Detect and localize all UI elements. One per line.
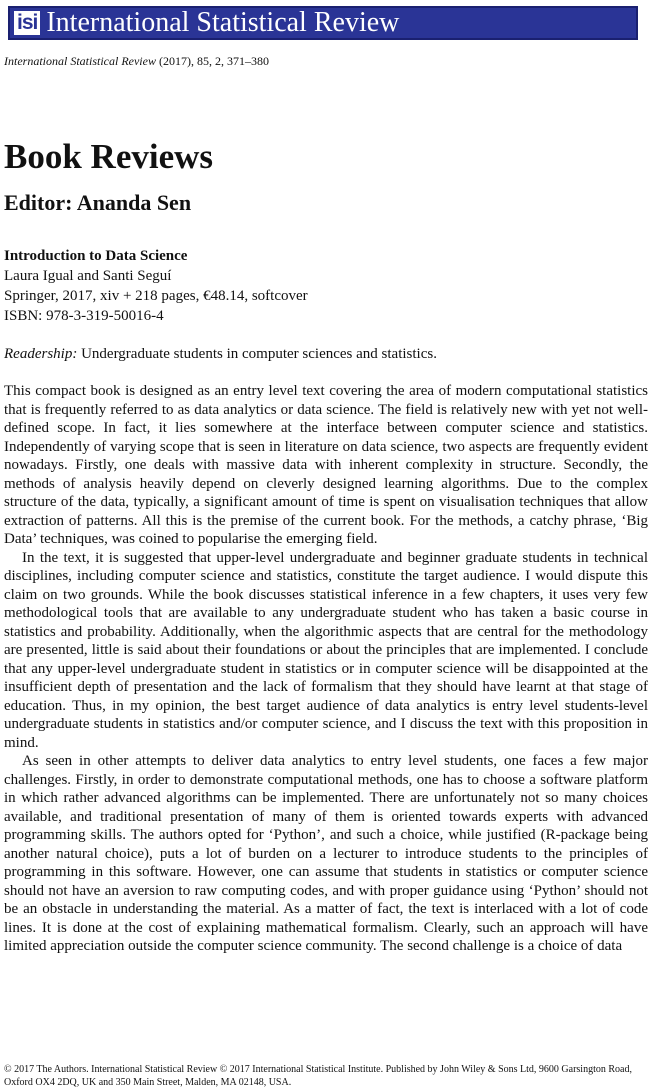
journal-title: International Statistical Review — [46, 7, 400, 38]
editor-line: Editor: Ananda Sen — [4, 190, 192, 215]
book-publication: Springer, 2017, xiv + 218 pages, €48.14, softcover — [4, 288, 308, 304]
book-isbn: ISBN: 978-3-319-50016-4 — [4, 308, 164, 324]
readership-text: Undergraduate students in computer sciences and statistics. — [77, 346, 437, 362]
section-title: Book Reviews — [4, 137, 214, 176]
book-authors: Laura Igual and Santi Seguí — [4, 268, 172, 284]
paragraph: As seen in other attempts to deliver data analytics to entry level students, one faces a few major challenges. Firstly, in order to demonstrate computational methods, one has to choose a software platform in which rather advanced algorithms can be implemented. There are unfortunately not so many choices available, and traditional presentation of many of them is oriented towards experts with advanced programming skills. The authors opted for ‘Python’, and such a choice, while justified (R-package being another natural choice), puts a lot of burden on a lecturer to introduce students to the principles of programming in this software. However, one can assume that students in statistics or computer science should not have an aversion to raw computing codes, and with proper guidance using ‘Python’ should not be an obstacle in understanding the material. As a matter of fact, the text is interlaced with a lot of code lines. It is done at the cost of explaining mathematical formalism. Clearly, such an approach will have limited appreciation outside the computer science community. The second challenge is a choice of data — [4, 753, 648, 954]
citation-journal: International Statistical Review — [4, 54, 156, 68]
citation-details: (2017), 85, 2, 371–380 — [158, 54, 269, 68]
paragraph: This compact book is designed as an entry level text covering the area of modern computational statistics that is frequently referred to as data analytics or data science. The field is relatively new with yet not well-defined scope. In fact, it lies somewhere at the interface between computer science and statistics. Independently of varying scope that is seen in literature on data science, two aspects are frequently evident nowadays. Firstly, one deals with massive data with inherent complexity in structure. Secondly, the methods of analysis heavily depend on cleverly designed learning algorithms. Due to the complex structure of the data, typically, a significant amount of time is spent on visualisation techniques that allow extraction of patterns. All this is the premise of the current book. For the methods, a catchy phrase, ‘Big Data’ techniques, was coined to popularise the emerging field. — [4, 383, 648, 547]
book-title: Introduction to Data Science — [4, 248, 188, 264]
isi-logo: isi — [14, 11, 40, 35]
journal-banner — [8, 6, 638, 40]
copyright-footer: © 2017 The Authors. International Statistical Review © 2017 International Statistical Institute. Published by John Wiley & Sons Ltd, 9600 Garsington Road, Oxford OX4 2DQ, UK and 350 Main Street, Malden, MA 02148, USA. — [4, 1064, 632, 1088]
readership-label: Readership: — [4, 346, 78, 362]
book-info — [4, 246, 308, 326]
paragraph: In the text, it is suggested that upper-level undergraduate and beginner graduate students in technical disciplines, including computer science and statistics, constitute the target audience. I would dispute this claim on two grounds. While the book discusses statistical inference in a few chapters, it uses very few methodological tools that are available to any undergraduate student who has taken a basic course in statistics and probability. Additionally, when the algorithmic aspects that are central for the methodology are presented, little is said about their foundations or about the principles that are implemented. I conclude that any upper-level undergraduate student in statistics or in computer science will be disappointed at the insufficient depth of presentation and the lack of formalism that they should have learnt at that stage of education. Thus, in my opinion, the best target audience of data analytics is entry level students-level undergraduate students in statistics and/or computer science, and I discuss the text with this proposition in mind. — [4, 549, 648, 751]
citation-line — [4, 54, 269, 69]
readership-line — [4, 344, 437, 364]
review-body — [4, 382, 648, 956]
